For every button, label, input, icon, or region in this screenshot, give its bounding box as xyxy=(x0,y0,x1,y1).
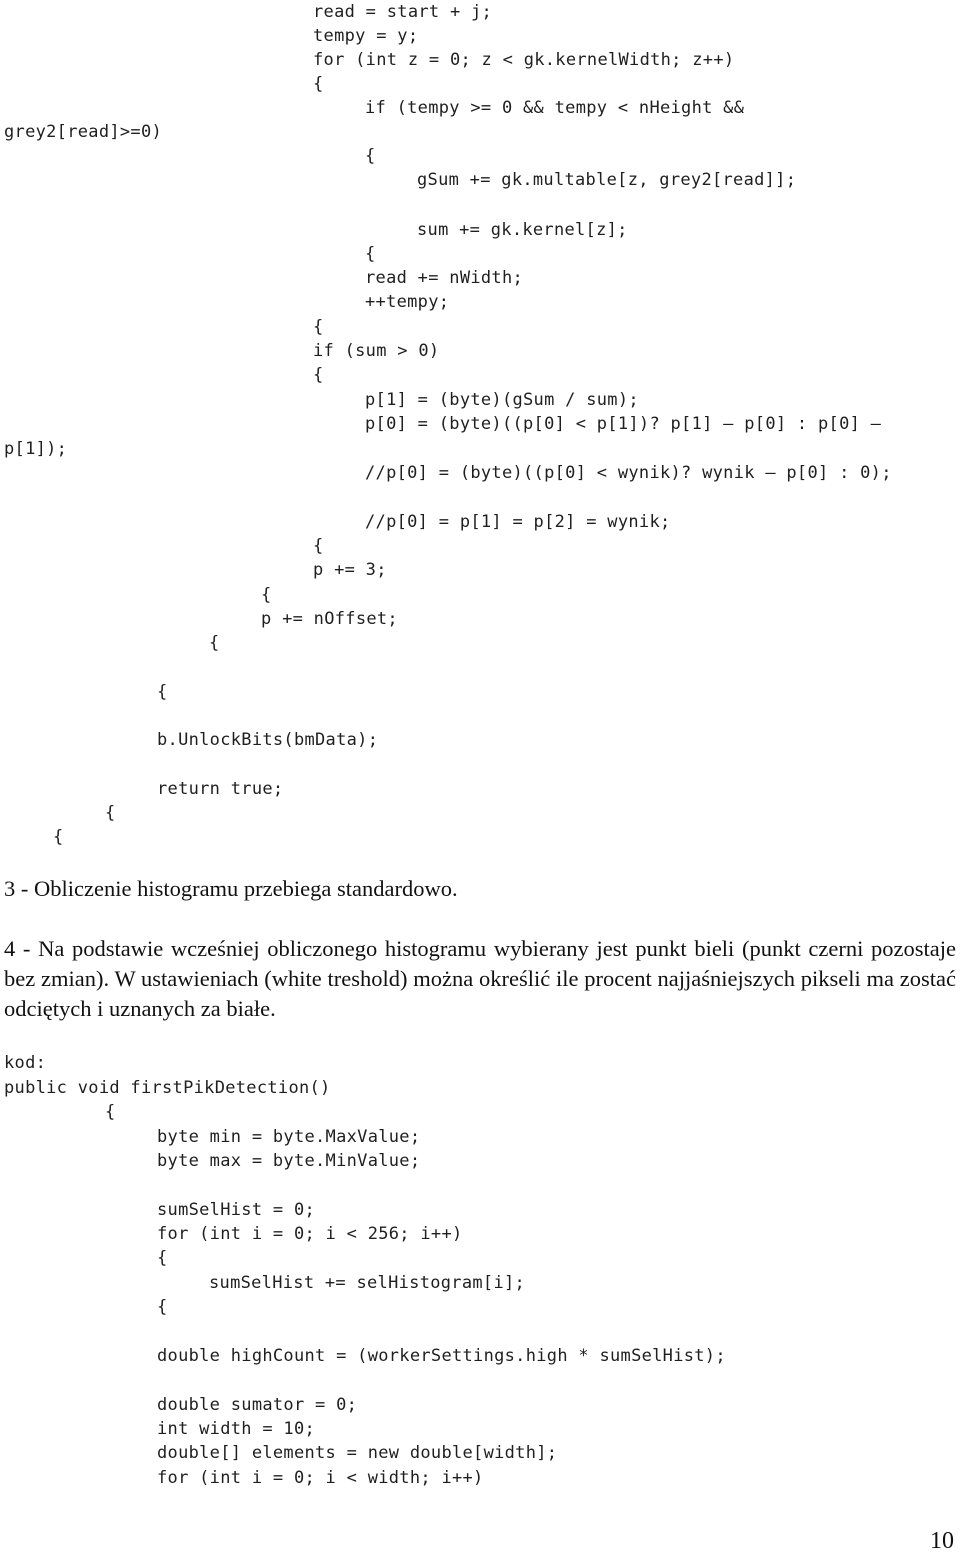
code-line: p[1] = (byte)(gSum / sum); xyxy=(365,390,639,410)
code-line: { xyxy=(313,365,324,385)
code-line: { xyxy=(157,1297,168,1317)
code-line: double sumator = 0; xyxy=(157,1395,358,1415)
code-line: double[] elements = new double[width]; xyxy=(157,1443,558,1463)
code-line: { xyxy=(53,827,64,847)
code-line: sumSelHist = 0; xyxy=(157,1200,316,1220)
code-line: return true; xyxy=(157,779,284,799)
code-line: sum += gk.kernel[z]; xyxy=(417,220,628,240)
code-line: for (int i = 0; i < width; i++) xyxy=(157,1468,484,1488)
code-line: //p[0] = p[1] = p[2] = wynik; xyxy=(365,512,671,532)
code-line: public void firstPikDetection() xyxy=(4,1078,331,1098)
code-line: byte max = byte.MinValue; xyxy=(157,1151,421,1171)
code-line: { xyxy=(313,317,324,337)
code-line: { xyxy=(105,803,116,823)
code-line: p += nOffset; xyxy=(261,609,398,629)
code-line: if (tempy >= 0 && tempy < nHeight && xyxy=(365,98,745,118)
code-line: ++tempy; xyxy=(365,292,450,312)
code-line: { xyxy=(365,244,376,264)
code-line: b.UnlockBits(bmData); xyxy=(157,730,379,750)
code-line: { xyxy=(157,682,168,702)
code-line: kod: xyxy=(4,1053,47,1073)
code-line: { xyxy=(105,1102,116,1122)
code-line: { xyxy=(209,633,220,653)
step-4-paragraph: 4 - Na podstawie wcześniej obliczonego histogramu wybierany jest punkt bieli (punkt czerni pozostaje bez zmian). W ustawieniach (white treshold) można określić ile procent najjaśniejszych pikseli ma zostać odciętych i uznanych za białe. xyxy=(4,936,956,1021)
code-line: { xyxy=(157,1248,168,1268)
code-line: { xyxy=(313,536,324,556)
code-line: double highCount = (workerSettings.high * sumSelHist); xyxy=(157,1346,726,1366)
code-line: if (sum > 0) xyxy=(313,341,440,361)
code-line: sumSelHist += selHistogram[i]; xyxy=(209,1273,526,1293)
code-line: int width = 10; xyxy=(157,1419,316,1439)
code-line: p[1]); xyxy=(4,439,68,459)
code-line: read += nWidth; xyxy=(365,268,524,288)
code-line: { xyxy=(261,585,272,605)
code-line: grey2[read]>=0) xyxy=(4,122,163,142)
code-line: p[0] = (byte)((p[0] < p[1])? p[1] – p[0] : p[0] – xyxy=(365,414,882,434)
code-line: for (int i = 0; i < 256; i++) xyxy=(157,1224,463,1244)
code-line: { xyxy=(365,146,376,166)
code-line: byte min = byte.MaxValue; xyxy=(157,1127,421,1147)
page-number: 10 xyxy=(930,1528,954,1554)
code-line: //p[0] = (byte)((p[0] < wynik)? wynik – p[0] : 0); xyxy=(365,463,892,483)
step-3-paragraph: 3 - Obliczenie histogramu przebiega standardowo. xyxy=(4,876,458,901)
code-line: for (int z = 0; z < gk.kernelWidth; z++) xyxy=(313,50,735,70)
code-line: read = start + j; xyxy=(313,2,493,22)
code-line: tempy = y; xyxy=(313,26,419,46)
code-line: p += 3; xyxy=(313,560,387,580)
code-line: { xyxy=(313,74,324,94)
code-line: gSum += gk.multable[z, grey2[read]]; xyxy=(417,170,797,190)
